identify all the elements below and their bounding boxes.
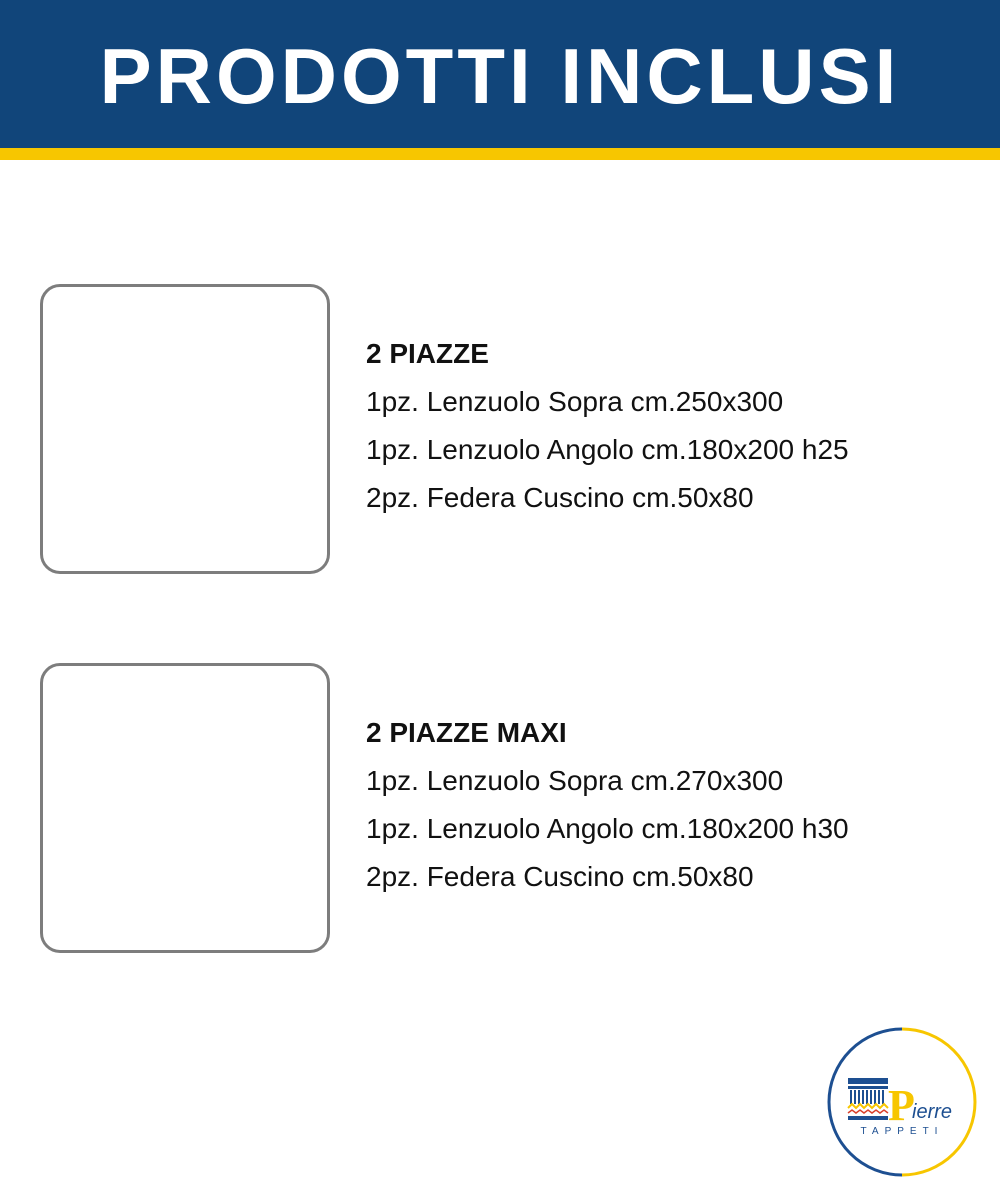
- header-banner: [0, 0, 1000, 148]
- product-line: 1pz. Lenzuolo Sopra cm.270x300: [366, 765, 784, 796]
- brand-logo: [826, 1026, 978, 1178]
- product-line: 1pz. Lenzuolo Angolo cm.180x200 h30: [366, 813, 849, 844]
- product-image-placeholder: [40, 663, 330, 953]
- product-title: 2 PIAZZE MAXI: [366, 717, 567, 748]
- logo-badge-icon: [826, 1026, 978, 1178]
- product-info: [366, 715, 986, 907]
- product-line: 2pz. Federa Cuscino cm.50x80: [366, 482, 754, 513]
- product-title: 2 PIAZZE: [366, 338, 489, 369]
- logo-subtitle: TAPPETI: [860, 1126, 944, 1137]
- product-info: [366, 336, 986, 528]
- product-line: 1pz. Lenzuolo Sopra cm.250x300: [366, 386, 784, 417]
- product-line: 2pz. Federa Cuscino cm.50x80: [366, 861, 754, 892]
- product-line: 1pz. Lenzuolo Angolo cm.180x200 h25: [366, 434, 849, 465]
- page-title: PRODOTTI INCLUSI: [99, 32, 901, 120]
- header-accent-stripe: [0, 148, 1000, 160]
- logo-brand-name: ierre: [912, 1101, 953, 1123]
- logo-initial: P: [888, 1081, 915, 1130]
- product-image-placeholder: [40, 284, 330, 574]
- product-item: [40, 663, 1000, 953]
- product-item: [40, 284, 1000, 574]
